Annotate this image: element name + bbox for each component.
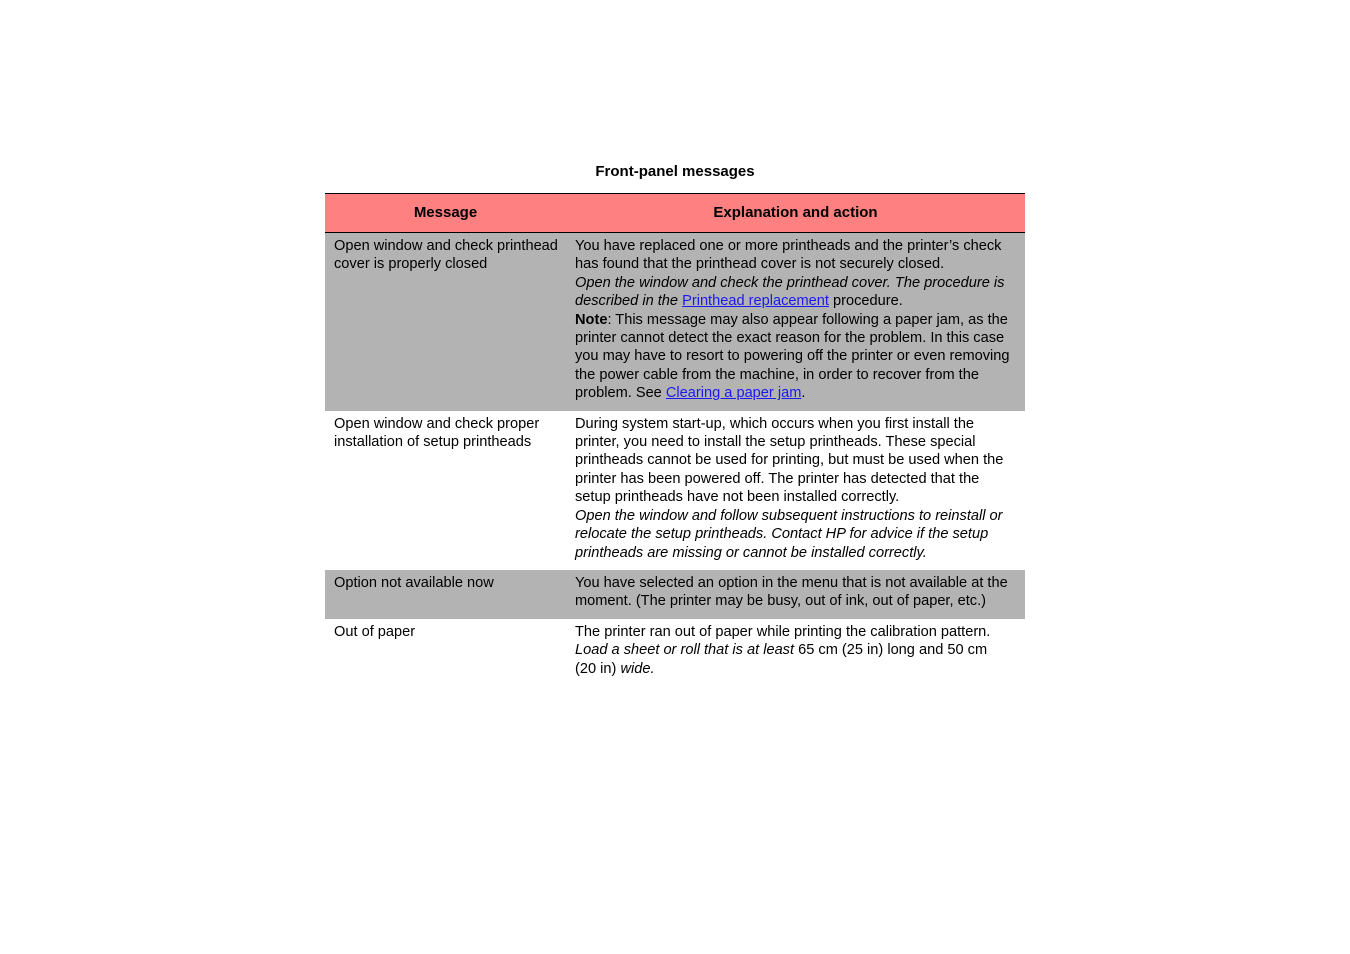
- table-row: [325, 411, 1025, 570]
- explanation-text: The printer ran out of paper while printing the calibration pattern.: [575, 623, 991, 640]
- explanation-text: During system start-up, which occurs when you first install the printer, you need to install the setup printheads. These special printheads cannot be used for printing, but must be used when the printer has been powered off. The printer has detected that the setup printheads have not been installed correctly.: [575, 415, 1004, 506]
- explanation-text: You have replaced one or more printheads and the printer’s check has found that the printhead cover is not securely closed.: [575, 238, 1002, 273]
- front-panel-messages-table: [325, 193, 1025, 686]
- action-text: Load a sheet or roll that is at least: [575, 642, 795, 659]
- table-row: [325, 570, 1025, 619]
- note-text: : This message may also appear following a paper jam, as the printer cannot detect the exact reason for the problem. In this case you may have to resort to powering off the printer or even removing the power cable from the machine, in order to recover from the problem. See: [575, 311, 1010, 402]
- action-text: Open the window and check the printhead cover. The procedure is described in the: [575, 274, 1005, 310]
- table-caption: Front-panel messages: [595, 163, 755, 180]
- explanation-cell: [566, 233, 1025, 411]
- message-cell: Option not available now: [325, 570, 566, 619]
- explanation-text: You have selected an option in the menu that is not available at the moment. (The printer may be busy, out of ink, out of paper, etc.): [575, 574, 1008, 610]
- column-header-message: Message: [325, 194, 566, 233]
- paper-size-text: 65 cm (25 in) long and 50 cm (20 in): [575, 642, 988, 677]
- message-cell: Out of paper: [325, 619, 566, 686]
- table-row: [325, 619, 1025, 686]
- table-row: [325, 233, 1025, 411]
- action-text: Open the window and follow subsequent instructions to reinstall or relocate the setup printheads. Contact HP for advice if the setup printheads are missing or cannot be installed correctly.: [575, 507, 1003, 561]
- action-text: wide.: [620, 660, 655, 677]
- explanation-cell: [566, 619, 1025, 686]
- table-header-row: [325, 194, 1025, 233]
- explanation-cell: [566, 411, 1025, 570]
- clearing-paper-jam-link[interactable]: Clearing a paper jam: [665, 385, 802, 402]
- printhead-replacement-link[interactable]: Printhead replacement: [682, 293, 829, 310]
- column-header-explanation: Explanation and action: [566, 194, 1025, 233]
- note-end: .: [801, 385, 806, 402]
- explanation-text: procedure.: [833, 293, 903, 310]
- message-cell: Open window and check proper installation of setup printheads: [325, 411, 566, 570]
- explanation-cell: [566, 570, 1025, 619]
- message-cell: Open window and check printhead cover is properly closed: [325, 233, 566, 411]
- note-label: Note: [575, 311, 608, 328]
